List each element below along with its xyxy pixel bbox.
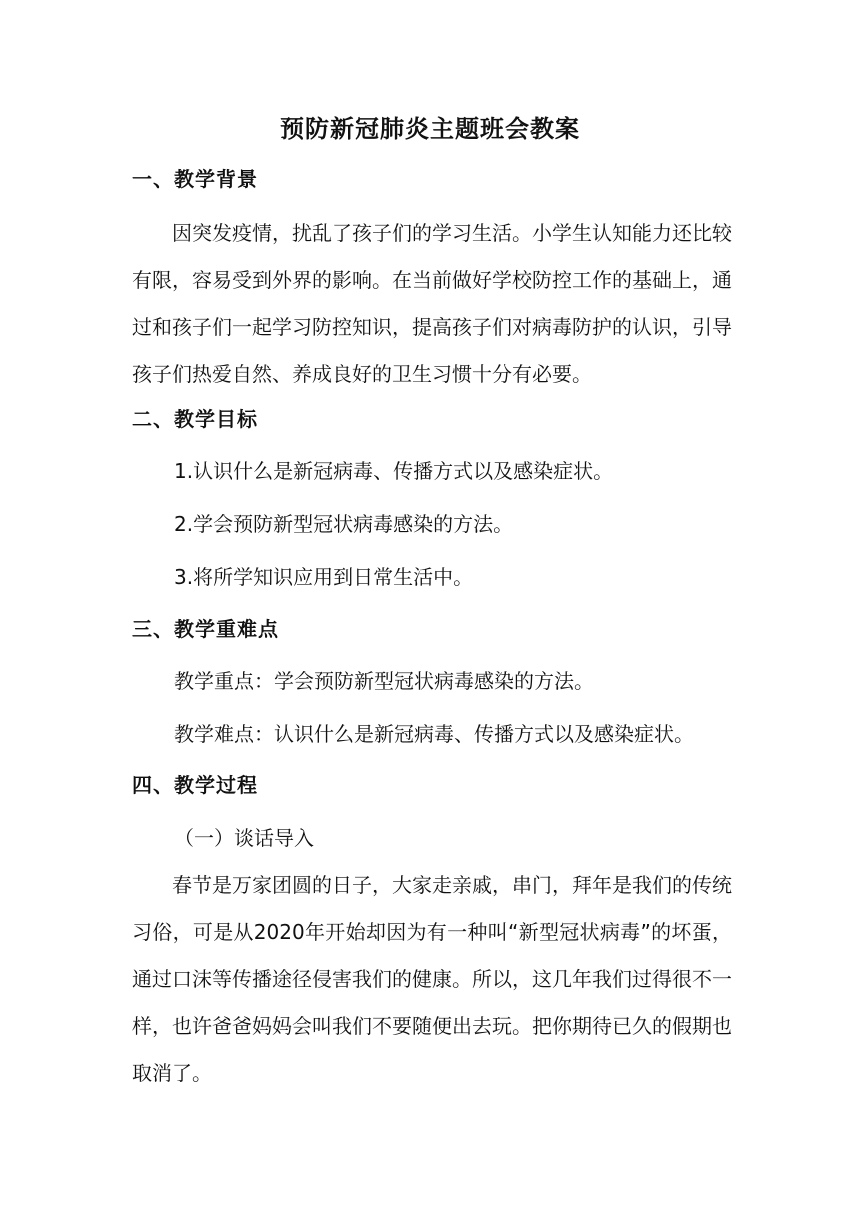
section-body-background: 因突发疫情，扰乱了孩子们的学习生活。小学生认知能力还比较有限，容易受到外界的影响。在当前做好学校防控工作的基础上，通过和孩子们一起学习防控知识，提高孩子们对病毒防护的认识，引导孩子们热爱自然、养成良好的卫生习惯十分有必要。 <box>132 221 732 386</box>
goal-item-2: 2.学会预防新型冠状病毒感染的方法。 <box>174 512 514 536</box>
section-heading-process: 四、教学过程 <box>132 773 258 797</box>
section-heading-goals: 二、教学目标 <box>132 407 258 431</box>
goal-item-3: 3.将所学知识应用到日常生活中。 <box>174 565 474 589</box>
key-point-item: 教学重点：学会预防新型冠状病毒感染的方法。 <box>174 669 594 693</box>
difficulty-item: 教学难点：认识什么是新冠病毒、传播方式以及感染症状。 <box>174 722 694 746</box>
section-body-process: 春节是万家团圆的日子，大家走亲戚，串门，拜年是我们的传统习俗，可是从2020年开始却因为有一种叫“新型冠状病毒”的坏蛋，通过口沫等传播途径侵害我们的健康。所以，这几年我们过得很不一样，也许爸爸妈妈会叫我们不要随便出去玩。把你期待已久的假期也取消了。 <box>132 873 732 1085</box>
section-heading-key-points: 三、教学重难点 <box>132 617 279 641</box>
process-subheading: （一）谈话导入 <box>174 826 314 850</box>
goal-item-1: 1.认识什么是新冠病毒、传播方式以及感染症状。 <box>174 459 614 483</box>
section-heading-background: 一、教学背景 <box>132 167 258 191</box>
document-title: 预防新冠肺炎主题班会教案 <box>280 115 580 143</box>
